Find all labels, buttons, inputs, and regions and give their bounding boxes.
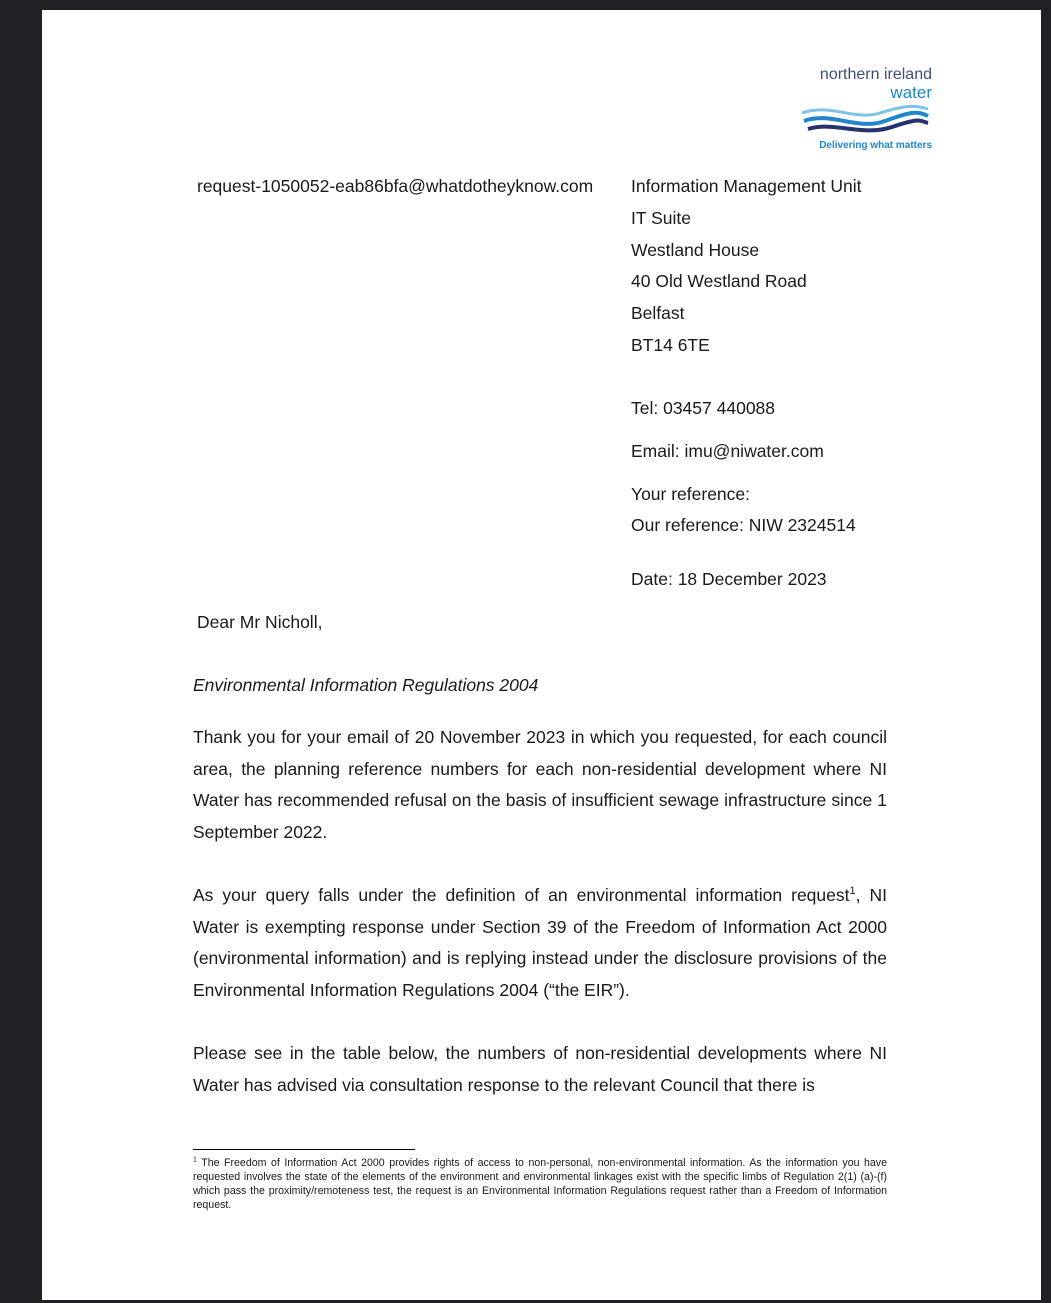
paragraph-text: , NI Water is exempting response under Section 39 of the Freedom of Information Act 2000 (environmental information) and is replying instead under the disclosure provisions of the Environmental Information Regulations 2004 (“the EIR”). [193,885,887,1001]
footnote-divider [193,1149,415,1150]
address-line: 40 Old Westland Road [631,271,807,291]
address-line: Westland House [631,240,760,260]
address-line: IT Suite [631,208,691,228]
footnote-text: The Freedom of Information Act 2000 provides rights of access to non-personal, non-environmental information. As the information you have requested involves the state of the elements of the environment and environmental linkages exist with the specific limbs of Regulation 2(1) (a)-(f) which pass the proximity/remoteness test, the request is an Environmental Information Regulations request rather than a Freedom of Information request. [193,1157,887,1211]
letter-date: Date: 18 December 2023 [631,569,827,589]
address-line: Information Management Unit [631,176,862,196]
footnote-number: 1 [193,1156,197,1164]
footnote-reference[interactable]: 1 [849,885,856,898]
footnote [193,1156,887,1212]
letter-heading: Environmental Information Regulations 2004 [193,675,539,695]
water-waves-icon [800,103,930,137]
contact-email: Email: imu@niwater.com [631,441,824,461]
body-paragraph: Please see in the table below, the numbers of non-residential developments where NI Water has advised via consultation response to the relevant Council that there is [193,1043,887,1095]
address-line: BT14 6TE [631,335,710,355]
logo-text-water: water [890,83,932,102]
your-reference: Your reference: [631,484,751,504]
ni-water-logo [790,66,940,166]
logo-text-northern-ireland: northern ireland [819,66,932,83]
address-line: Belfast [631,303,685,323]
letter-page [42,10,1041,1300]
body-paragraph [193,880,887,1007]
salutation: Dear Mr Nicholl, [197,612,323,632]
telephone: Tel: 03457 440088 [631,398,776,418]
recipient-email: request-1050052-eab86bfa@whatdotheyknow.com [197,176,594,196]
paragraph-text: As your query falls under the definition of an environmental information request [193,885,850,905]
body-paragraph: Thank you for your email of 20 November 2023 in which you requested, for each council area, the planning reference numbers for each non-residential development where NI Water has recommended refusal on the basis of insufficient sewage infrastructure since 1 September 2022. [193,727,887,843]
logo-tagline: Delivering what matters [819,140,932,151]
our-reference: Our reference: NIW 2324514 [631,515,856,535]
